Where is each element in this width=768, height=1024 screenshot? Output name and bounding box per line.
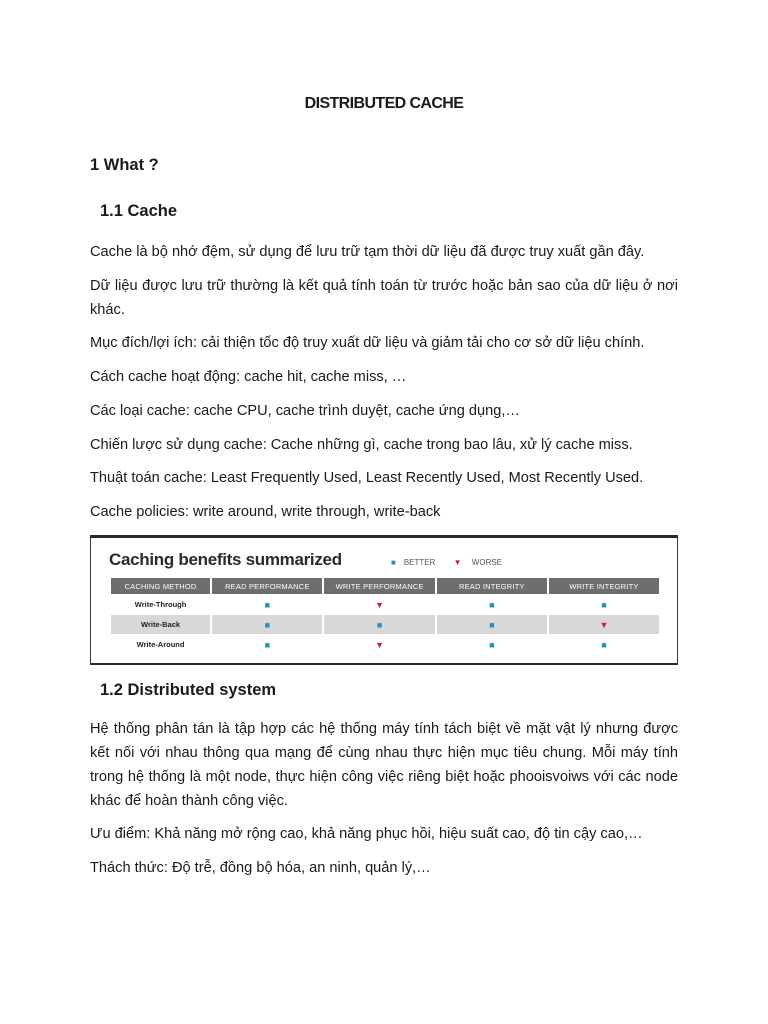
better-square-icon: ■: [489, 639, 495, 650]
paragraph: Cách cache hoạt động: cache hit, cache miss, …: [90, 369, 407, 385]
figure-title: Caching benefits summarized: [109, 550, 342, 569]
caching-method-cell: Write-Around: [136, 640, 185, 649]
paragraph: Hệ thống phân tán là tập hợp các hệ thống máy tính tách biệt về mặt vật lý nhưng được kết nối với nhau thông qua mạng để cùng nhau thực hiện mục tiêu chung. Mỗi máy tính trong hệ thống là một node, thực hiện công việc riêng biệt hoặc phooisvoiws với các node khác để hoàn thành công việc.: [90, 721, 678, 809]
caching-benefits-figure: [90, 535, 678, 665]
caching-method-cell: Write-Through: [134, 600, 187, 609]
table-header-cell: WRITE PERFORMANCE: [324, 578, 434, 594]
better-square-icon: ■: [264, 619, 271, 630]
worse-triangle-icon: ▼: [375, 639, 385, 650]
rating-cell: [549, 635, 659, 654]
paragraph: Mục đích/lợi ích: cải thiện tốc độ truy xuất dữ liệu và giảm tải cho cơ sở dữ liệu chính.: [90, 335, 645, 351]
better-square-icon: ■: [264, 639, 271, 650]
section-heading-what: 1 What ?: [90, 156, 159, 174]
paragraph: Cache là bộ nhớ đệm, sử dụng để lưu trữ tạm thời dữ liệu đã được truy xuất gần đây.: [90, 244, 645, 260]
rating-cell: [212, 615, 322, 634]
paragraph: Ưu điểm: Khả năng mở rộng cao, khả năng phục hồi, hiệu suất cao, độ tin cậy cao,…: [90, 826, 643, 842]
triangle-down-icon: ▼: [453, 558, 462, 567]
rating-cell: [437, 615, 547, 634]
rating-cell: [212, 595, 322, 614]
better-square-icon: ■: [601, 599, 607, 610]
worse-triangle-icon: ▼: [599, 619, 609, 630]
paragraph: Thuật toán cache: Least Frequently Used, Least Recently Used, Most Recently Used.: [90, 470, 644, 486]
worse-triangle-icon: ▼: [375, 599, 385, 610]
paragraph: Cache policies: write around, write through, write-back: [90, 504, 441, 520]
table-header-cell: READ INTEGRITY: [437, 578, 547, 594]
square-icon: ■: [391, 558, 396, 567]
better-square-icon: ■: [601, 639, 607, 650]
paragraph: Chiến lược sử dụng cache: Cache những gì, cache trong bao lâu, xử lý cache miss.: [90, 437, 633, 453]
table-row: [111, 635, 659, 654]
paragraph: Dữ liệu được lưu trữ thường là kết quả tính toán từ trước hoặc bản sao của dữ liệu ở nơi khác.: [90, 278, 678, 318]
subsection-heading-cache: 1.1 Cache: [100, 202, 178, 220]
better-square-icon: ■: [489, 619, 495, 630]
better-square-icon: ■: [376, 619, 383, 630]
legend-better-label: BETTER: [403, 558, 436, 567]
rating-cell: [324, 635, 434, 654]
better-square-icon: ■: [264, 599, 271, 610]
table-row: [111, 615, 659, 634]
table-row: [111, 595, 659, 614]
table-header-cell: READ PERFORMANCE: [212, 578, 322, 594]
table-header-cell: WRITE INTEGRITY: [549, 578, 659, 594]
rating-cell: [324, 595, 434, 614]
rating-cell: [549, 615, 659, 634]
better-square-icon: ■: [489, 599, 495, 610]
legend-worse-label: WORSE: [471, 558, 503, 567]
rating-cell: [437, 595, 547, 614]
paragraph: Các loại cache: cache CPU, cache trình duyệt, cache ứng dụng,…: [90, 403, 520, 419]
caching-method-cell: Write-Back: [111, 615, 210, 634]
document-title: DISTRIBUTED CACHE: [304, 95, 464, 112]
caching-benefits-table: [109, 577, 661, 655]
rating-cell: [549, 595, 659, 614]
paragraph: Thách thức: Độ trễ, đồng bộ hóa, an ninh, quản lý,…: [90, 860, 431, 876]
rating-cell: [437, 635, 547, 654]
table-header-cell: CACHING METHOD: [111, 578, 210, 594]
figure-legend: [391, 558, 518, 567]
rating-cell: [324, 615, 434, 634]
rating-cell: [212, 635, 322, 654]
subsection-heading-distributed-system: 1.2 Distributed system: [100, 681, 277, 699]
